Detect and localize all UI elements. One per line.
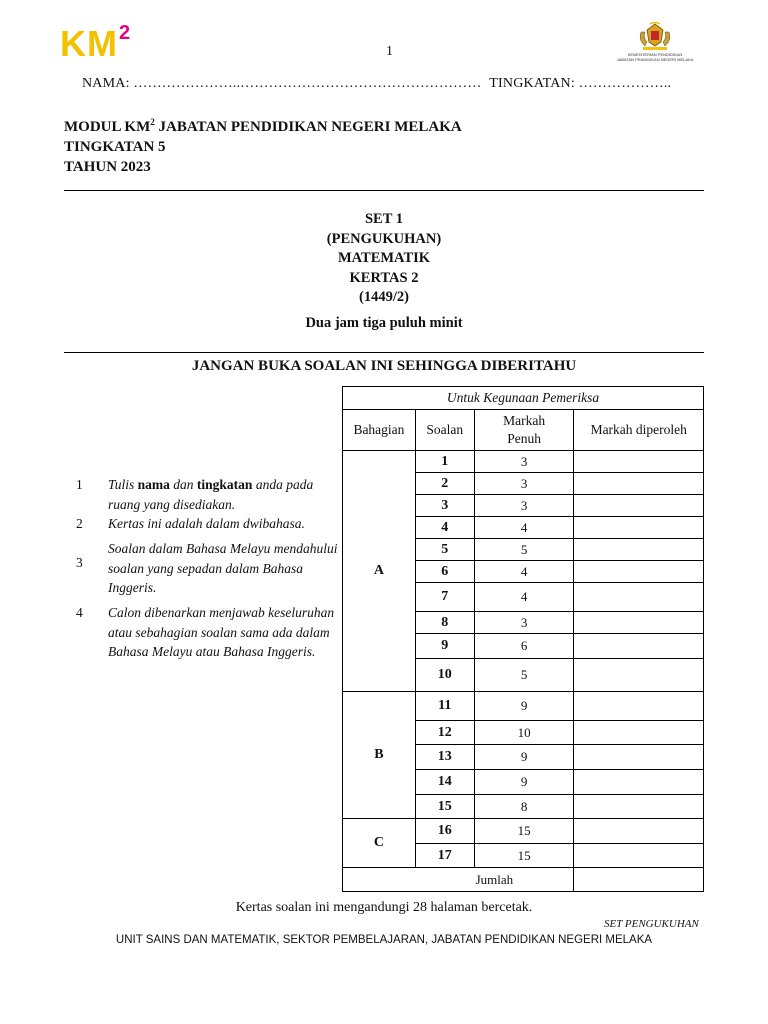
crest-icon bbox=[633, 22, 677, 52]
question-number: 15 bbox=[415, 795, 474, 819]
question-number: 17 bbox=[415, 844, 474, 868]
full-marks: 9 bbox=[474, 745, 574, 770]
full-marks: 15 bbox=[474, 844, 574, 868]
full-marks: 8 bbox=[474, 795, 574, 819]
question-number: 8 bbox=[415, 612, 474, 634]
instr-part: dan bbox=[169, 477, 197, 492]
header-line1-post: JABATAN PENDIDIKAN NEGERI MELAKA bbox=[154, 119, 462, 135]
marks-obtained-input[interactable] bbox=[574, 561, 704, 583]
marks-obtained-input[interactable] bbox=[574, 495, 704, 517]
marks-obtained-input[interactable] bbox=[574, 634, 704, 659]
divider-mid bbox=[64, 352, 704, 353]
full-marks: 9 bbox=[474, 770, 574, 795]
question-number: 6 bbox=[415, 561, 474, 583]
warning-heading: JANGAN BUKA SOALAN INI SEHINGGA DIBERITAHU bbox=[191, 358, 577, 374]
full-marks: 15 bbox=[474, 819, 574, 844]
instruction-4 bbox=[76, 603, 346, 683]
marks-obtained-input[interactable] bbox=[574, 539, 704, 561]
question-number: 2 bbox=[415, 473, 474, 495]
section-label: B bbox=[343, 692, 416, 819]
marks-obtained-input[interactable] bbox=[574, 795, 704, 819]
full-marks: 3 bbox=[474, 612, 574, 634]
logo-sup: 2 bbox=[119, 22, 132, 44]
header-soalan: Soalan bbox=[415, 410, 474, 451]
marks-obtained-input[interactable] bbox=[574, 659, 704, 692]
header-markah-diperoleh: Markah diperoleh bbox=[574, 410, 704, 451]
marks-obtained-input[interactable] bbox=[574, 517, 704, 539]
set-line-4: KERTAS 2 bbox=[349, 269, 419, 286]
question-number: 10 bbox=[415, 659, 474, 692]
page-number: 1 bbox=[386, 44, 393, 59]
marks-obtained-input[interactable] bbox=[574, 745, 704, 770]
full-marks: 5 bbox=[474, 539, 574, 561]
total-label: Jumlah bbox=[415, 868, 574, 892]
instr-part: Tulis bbox=[108, 477, 138, 492]
tingkatan-label: TINGKATAN: bbox=[489, 76, 575, 91]
instr-part-bold: nama bbox=[137, 477, 170, 492]
instr-part: anda pada ruang yang disediakan. bbox=[108, 477, 314, 512]
nama-label: NAMA: bbox=[82, 76, 130, 91]
question-number: 11 bbox=[415, 692, 474, 721]
question-number: 4 bbox=[415, 517, 474, 539]
question-number: 5 bbox=[415, 539, 474, 561]
header-bahagian: Bahagian bbox=[343, 410, 416, 451]
marks-obtained-input[interactable] bbox=[574, 721, 704, 745]
full-marks: 10 bbox=[474, 721, 574, 745]
divider-top bbox=[64, 190, 704, 191]
set-line-2: (PENGUKUHAN) bbox=[326, 230, 442, 247]
full-marks: 3 bbox=[474, 495, 574, 517]
instruction-number: 1 bbox=[76, 477, 83, 492]
table-empty-cell bbox=[343, 868, 416, 892]
instruction-text: Soalan dalam Bahasa Melayu mendahului soalan yang sepadan dalam Bahasa Inggeris. bbox=[108, 541, 338, 595]
full-marks: 5 bbox=[474, 659, 574, 692]
footer-set-label: SET PENGUKUHAN bbox=[604, 918, 699, 930]
footer-page-count: Kertas soalan ini mengandungi 28 halaman bercetak. bbox=[235, 900, 533, 915]
instr-part-bold: tingkatan bbox=[196, 477, 253, 492]
examiner-table bbox=[342, 386, 704, 892]
header-line1-pre: MODUL KM bbox=[64, 119, 151, 135]
marks-obtained-input[interactable] bbox=[574, 770, 704, 795]
instruction-text: Kertas ini adalah dalam dwibahasa. bbox=[108, 516, 305, 531]
instruction-number: 2 bbox=[76, 516, 83, 531]
instruction-2 bbox=[76, 514, 346, 534]
instruction-number: 3 bbox=[76, 555, 83, 570]
question-number: 1 bbox=[415, 451, 474, 473]
table-title: Untuk Kegunaan Pemeriksa bbox=[343, 387, 704, 410]
question-number: 3 bbox=[415, 495, 474, 517]
set-line-5: (1449/2) bbox=[359, 289, 409, 305]
header-line1-sup: 2 bbox=[150, 117, 155, 127]
marks-obtained-input[interactable] bbox=[574, 451, 704, 473]
crest-caption-1: KEMENTERIAN PENDIDIKAN bbox=[627, 52, 683, 57]
marks-obtained-input[interactable] bbox=[574, 473, 704, 495]
footer-unit: UNIT SAINS DAN MATEMATIK, SEKTOR PEMBELAJARAN, JABATAN PENDIDIKAN NEGERI MELAKA bbox=[115, 934, 653, 946]
full-marks: 3 bbox=[474, 451, 574, 473]
crest-caption-2: JABATAN PENDIDIKAN NEGERI MELAKA bbox=[616, 57, 694, 62]
marks-obtained-input[interactable] bbox=[574, 844, 704, 868]
tingkatan-field[interactable]: ……………….. bbox=[578, 76, 672, 91]
header-line-1 bbox=[64, 112, 462, 137]
full-marks: 9 bbox=[474, 692, 574, 721]
question-number: 9 bbox=[415, 634, 474, 659]
instruction-text bbox=[108, 475, 343, 514]
module-header bbox=[64, 112, 462, 177]
name-row bbox=[82, 76, 671, 92]
header-markah-penuh: Markah Penuh bbox=[474, 410, 574, 451]
question-number: 12 bbox=[415, 721, 474, 745]
full-marks: 4 bbox=[474, 517, 574, 539]
header-line-3: TAHUN 2023 bbox=[64, 159, 151, 175]
section-label: A bbox=[343, 451, 416, 692]
full-marks: 4 bbox=[474, 583, 574, 612]
marks-obtained-input[interactable] bbox=[574, 612, 704, 634]
duration: Dua jam tiga puluh minit bbox=[305, 315, 463, 331]
question-number: 13 bbox=[415, 745, 474, 770]
full-marks: 6 bbox=[474, 634, 574, 659]
jata-negara-crest bbox=[612, 22, 698, 62]
question-number: 14 bbox=[415, 770, 474, 795]
full-marks: 3 bbox=[474, 473, 574, 495]
marks-obtained-input[interactable] bbox=[574, 583, 704, 612]
total-marks-input[interactable] bbox=[574, 868, 704, 892]
set-block bbox=[64, 210, 704, 308]
logo-text: KM bbox=[60, 23, 118, 64]
instruction-1 bbox=[76, 475, 346, 515]
km2-logo bbox=[60, 22, 132, 64]
marks-obtained-input[interactable] bbox=[574, 819, 704, 844]
question-number: 7 bbox=[415, 583, 474, 612]
section-label: C bbox=[343, 819, 416, 868]
question-number: 16 bbox=[415, 819, 474, 844]
set-line-3: MATEMATIK bbox=[337, 250, 431, 266]
full-marks: 4 bbox=[474, 561, 574, 583]
nama-field[interactable]: …………………..…………………………………………… bbox=[133, 76, 482, 91]
instruction-text: Calon dibenarkan menjawab keseluruhan atau sebahagian soalan sama ada dalam Bahasa Melayu atau Bahasa Inggeris. bbox=[108, 605, 335, 659]
set-line-1: SET 1 bbox=[364, 211, 404, 227]
instruction-number: 4 bbox=[76, 605, 83, 620]
instruction-3 bbox=[76, 539, 346, 599]
marks-obtained-input[interactable] bbox=[574, 692, 704, 721]
header-line-2: TINGKATAN 5 bbox=[64, 139, 166, 155]
